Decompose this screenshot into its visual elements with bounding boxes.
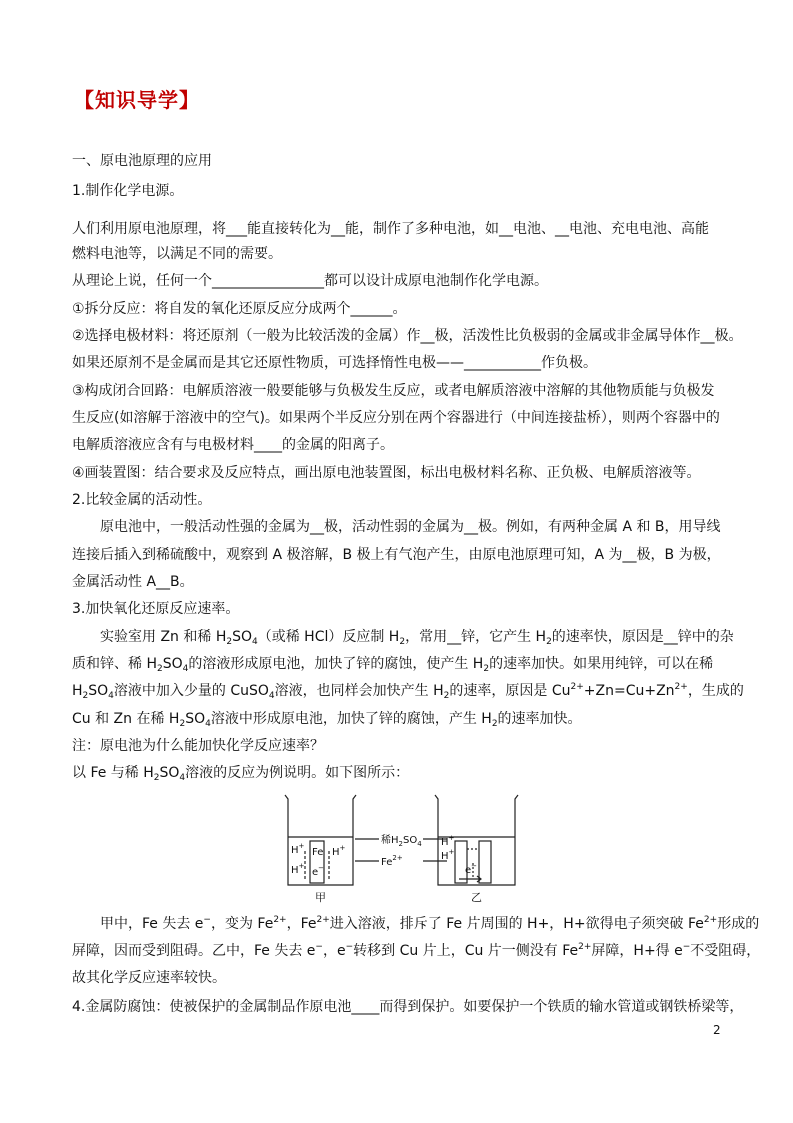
paragraph-line: 质和锌、稀 $H_2SO_4$的溶液形成原电池，加快了锌的腐蚀，使产生 $H_2$的速率加快。如果用纯锌，可以在稀 <box>72 656 714 674</box>
step-line: ①拆分反应：将自发的氧化还原反应分成两个______。 <box>72 301 407 317</box>
h-ion-label: H+ <box>291 862 305 876</box>
caption-yi: 乙 <box>471 891 482 904</box>
step-line: 生反应(如溶解于溶液中的空气)。如果两个半反应分别在两个容器进行（中间连接盐桥），则两个容器中的 <box>72 410 720 426</box>
note-line: 注：原电池为什么能加快化学反应速率？ <box>72 738 324 754</box>
paragraph-line: 屏障，因而受到阻碍。乙中，Fe 失去 e−，e−转移到 Cu 片上，Cu 片一侧没有 $Fe^{2+}$屏障，H+得 e−不受阻碍， <box>72 942 761 959</box>
paragraph-line: 甲中，Fe 失去 e−，变为 $Fe^{2+}$，$Fe^{2+}$进入溶液，排斥了 Fe 片周围的 H+，H+欲得电子须突破 $Fe^{2+}$形成的 <box>100 915 760 932</box>
h-ion-label: H+ <box>332 844 346 858</box>
step-line: 如果还原剂不是金属而是其它还原性物质，可选择惰性电极——___________作负极。 <box>72 355 597 371</box>
paragraph-line: Cu 和 Zn 在稀 $H_2SO_4$溶液中形成原电池，加快了锌的腐蚀，产生 $H_2$的速率加快。 <box>72 711 582 729</box>
page-number: 2 <box>713 1023 721 1037</box>
paragraph-line: 原电池中，一般活动性强的金属为__极，活动性弱的金属为__极。例如，有两种金属 A 和 B，用导线 <box>100 519 721 535</box>
paragraph-line: 金属活动性 A__B。 <box>72 574 194 590</box>
paragraph-line: 4.金属防腐蚀：使被保护的金属制品作原电池____而得到保护。如要保护一个铁质的输水管道或钢铁桥梁等， <box>72 999 744 1015</box>
step-line: ④画装置图：结合要求及反应特点，画出原电池装置图，标出电极材料名称、正负极、电解质溶液等。 <box>72 465 701 481</box>
paragraph-line: 故其化学反应速率较快。 <box>72 970 226 986</box>
acid-label: 稀$H_2SO_4$ <box>381 835 422 848</box>
h-ion-label: H+ <box>291 842 305 856</box>
paragraph-line: 实验室用 Zn 和稀 $H_2SO_4$（或稀 HCl）反应制 $H_2$，常用__锌，它产生 $H_2$的速率快，原因是__锌中的杂 <box>100 629 734 647</box>
caption-jia: 甲 <box>315 891 326 904</box>
h-ion-label: H+ <box>441 848 455 862</box>
item-heading: 1.制作化学电源。 <box>72 183 184 199</box>
section-heading: 【知识导学】 <box>74 88 200 112</box>
paragraph-line: $H_2SO_4$溶液中加入少量的 CuSO$_4$溶液，也同样会加快产生 $H_2$的速率，原因是 $Cu^{2+}+Zn=Cu+Zn^{2+}$，生成的 <box>72 682 744 701</box>
paragraph-line: 从理论上说，任何一个________________都可以设计成原电池制作化学电源。 <box>72 273 548 289</box>
fe-label: Fe <box>312 847 324 858</box>
step-line: ③构成闭合回路：电解质溶液一般要能够与负极发生反应，或者电解质溶液中溶解的其他物质能与负极发 <box>72 383 715 399</box>
h-ion-label: H+ <box>441 834 455 848</box>
item-heading: 3.加快氧化还原反应速率。 <box>72 601 240 617</box>
step-line: 电解质溶液应含有与电极材料____的金属的阳离子。 <box>72 437 394 453</box>
beaker-diagram <box>283 793 521 905</box>
paragraph-line: 燃料电池等，以满足不同的需要。 <box>72 246 282 262</box>
item-heading: 2.比较金属的活动性。 <box>72 492 212 508</box>
step-line: ②选择电极材料：将还原剂（一般为比较活泼的金属）作__极，活泼性比负极弱的金属或非金属导体作__极。 <box>72 328 743 344</box>
section-title: 一、原电池原理的应用 <box>72 153 212 169</box>
electron-label: e− <box>312 864 325 878</box>
electron-label: e− <box>465 862 478 876</box>
paragraph-line: 连接后插入到稀硫酸中，观察到 A 极溶解，B 极上有气泡产生，由原电池原理可知，A 为__极，B 为极， <box>72 547 721 563</box>
paragraph-line: 人们利用原电池原理，将___能直接转化为__能，制作了多种电池，如__电池、__电池、充电电池、高能 <box>72 221 709 237</box>
paragraph-line: 以 Fe 与稀 $H_2SO_4$溶液的反应为例说明。如下图所示： <box>72 765 410 783</box>
fe2-label: $Fe^{2+}$ <box>381 854 403 868</box>
